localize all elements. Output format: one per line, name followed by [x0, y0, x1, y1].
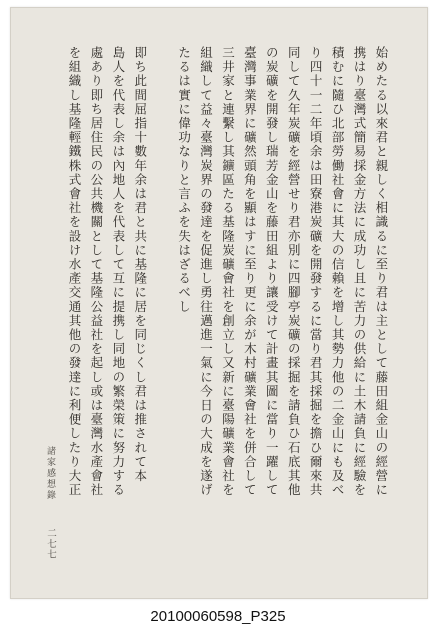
text-column: 積むに隨ひ北部勞働社會に其大の信賴を增し其勢力他の二金山にも及べ: [330, 46, 346, 498]
text-column: 同して久年炭礦を經營せり君亦別に四腳亭炭礦の採掘を請負ひ石底其他: [286, 46, 302, 498]
running-head: 諸家感想錄: [45, 446, 55, 501]
text-column: 處あり即ち居住民の公共機關として基隆公益社を起し或は臺灣水產會社: [88, 46, 104, 498]
book-page: [10, 7, 428, 599]
text-column: 島人を代表し余は內地人を代表して互に提携し同地の繁榮策に努力する: [110, 46, 126, 498]
text-column: 組織して益々臺灣炭界の發達を促進し勇往邁進一氣に今日の大成を遂げ: [198, 46, 214, 498]
page-number: 二七七: [45, 528, 56, 560]
text-column: の炭礦を開發し瑞芳金山を藤田組より讓受けて計畫其圖に當り一躍して: [264, 46, 280, 498]
vertical-text-block: [65, 46, 391, 554]
text-column: 始めたる以來君と親しく相識るに至り君は主として藤田組金山の經營に: [373, 46, 389, 498]
text-column: り四十一二年頃余は田寮港炭礦を開發するに當り君其採掘を擔ひ爾來共: [308, 46, 324, 498]
text-column: 即ち此間屈指十數年余は君と共に基隆に居を同じくし君は推されて本: [132, 46, 148, 484]
text-column: 携はり臺灣式簡易採金方法に成功し且に苦力の供給に土木請負に經驗を: [351, 46, 367, 498]
text-column: 臺灣事業界に礦然頭角を顯はすに至り更に余が木村礦業會社を併合して: [242, 46, 258, 498]
text-column: たるは實に偉功なりと言ふを失はざるべし: [176, 46, 192, 314]
text-column: 三井家と連繫し其鑛區たる基隆炭礦會社を創立し又新に臺陽礦業會社を: [220, 46, 236, 498]
text-column: を組織し基隆輕鐵株式會社を設け水產交通其他の發達に利便したり大正: [67, 46, 82, 498]
image-caption: 20100060598_P325: [150, 608, 286, 625]
